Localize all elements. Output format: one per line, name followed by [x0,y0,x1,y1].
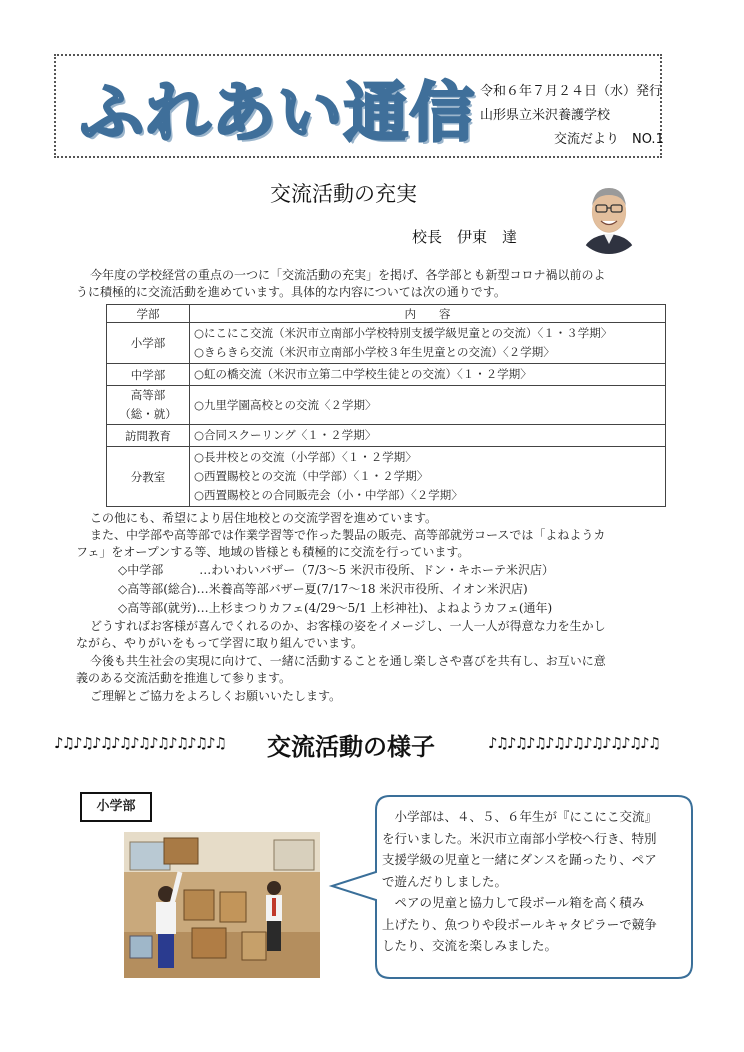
body-p3-line-1: どうすればお客様が喜んでくれるのか、お客様の姿をイメージし、一人一人が得意な力を生かし [90,619,606,633]
content-cell [190,447,666,507]
issue-date: 令和６年７月２４日（水）発行 [480,84,663,99]
table-header-row [107,305,666,323]
body-p2-line-1: また、中学部や高等部では作業学習等で作った製品の販売、高等部就労コースでは「よねようカ [90,528,606,542]
body-p5: ご理解とご協力をよろしくお願いいたします。 [90,689,342,703]
intro-line-1: 今年度の学校経営の重点の一つに「交流活動の充実」を掲げ、各学部とも新型コロナ禍以前のよ [90,268,606,282]
body-p4-line-2: 義のある交流活動を推進して参ります。 [76,671,292,685]
dept-cell: 中学部 [107,364,190,386]
table-header-dept: 学部 [107,305,190,323]
article-title: 交流活動の充実 [270,182,417,206]
school-name: 山形県立米沢養護学校 [480,108,611,123]
content-cell [190,364,666,386]
article-author: 校長 伊東 達 [412,228,518,246]
body-p3-line-2: ながら、やりがいをもって学習に取り組んでいます。 [76,636,364,650]
activity-item: ○にこにこ交流（米沢市立南部小学校特別支援学級児童との交流）〈１・３学期〉 [194,326,613,340]
elementary-label: 小学部 [80,792,152,822]
dept-cell: 分教室 [107,447,190,507]
body-p1: この他にも、希望により居住地校との交流学習を進めています。 [90,511,438,525]
activity-photo [124,832,320,978]
exchange-activities-table [106,304,666,507]
principal-photo [574,178,644,254]
bubble-text [382,806,657,957]
bubble-line: で遊んだりしました。 [382,873,508,889]
content-cell [190,323,666,364]
bubble-line: 小学部は、４、５、６年生が『にこにこ交流』 [382,809,658,824]
bubble-line: したり、交流を楽しみました。 [382,938,558,953]
bubble-line: 上げたり、魚つりや段ボールキャタピラーで競争 [382,916,657,932]
content-cell [190,386,666,425]
music-notes-right: ♪♫♪♫♪♫♪♫♪♫♪♫♪♫♪♫♪♫ [488,734,660,752]
classroom-scene [124,832,320,978]
dept-cell: 訪問教育 [107,425,190,447]
activity-item: ○西置賜校との交流（中学部）〈１・２学期〉 [194,469,429,483]
table-row [107,386,666,425]
dept-line: （総・就） [119,407,177,421]
table-row [107,425,666,447]
bubble-line: 支援学級の児童と一緒にダンスを踊ったり、ペア [382,852,657,867]
content-cell [190,425,666,447]
body-p2-line-2: フェ」をオープンする等、地域の皆様とも積極的に交流を行っています。 [76,545,470,559]
activities-banner-title: 交流活動の様子 [267,733,435,761]
activity-item: ○虹の橋交流（米沢市立第二中学校生徒との交流）〈１・２学期〉 [194,367,532,381]
dept-line: 高等部 [130,388,166,402]
dept-cell: 小学部 [107,323,190,364]
activity-item: ○きらきら交流（米沢市立南部小学校３年生児童との交流）〈２学期〉 [194,345,555,359]
event-line: ◇高等部(総合)…米養高等部バザー夏(7/17～18 米沢市役所、イオン米沢店) [118,582,528,596]
issue-number: 交流だより NO.1 [554,132,664,147]
event-line: ◇中学部 …わいわいバザー（7/3～5 米沢市役所、ドン・キホーテ米沢店） [118,563,554,577]
body-p4-line-1: 今後も共生社会の実現に向けて、一緒に活動することを通し楽しさや喜びを共有し、お互いに意 [90,654,606,668]
activity-item: ○九里学園高校との交流〈２学期〉 [194,397,377,412]
table-row [107,323,666,364]
principal-portrait [574,178,644,254]
event-line: ◇高等部(就労)…上杉まつりカフェ(4/29～5/1 上杉神社)、よねようカフェ(通年) [118,601,553,615]
table-row [107,364,666,386]
activity-item: ○長井校との交流（小学部）〈１・２学期〉 [194,450,417,464]
activity-item: ○合同スクーリング〈１・２学期〉 [194,428,377,442]
table-row [107,447,666,507]
newsletter-title: ふれあい通信 [80,77,476,151]
dept-cell [107,386,190,425]
bubble-line: ペアの児童と協力して段ボール箱を高く積み [382,895,645,910]
intro-line-2: うに積極的に交流活動を進めています。具体的な内容については次の通りです。 [76,285,506,299]
table-header-content: 内 容 [190,305,666,323]
activity-item: ○西置賜校との合同販売会（小・中学部）〈２学期〉 [194,488,463,502]
bubble-line: を行いました。米沢市立南部小学校へ行き、特別 [382,830,657,846]
music-notes-left: ♪♫♪♫♪♫♪♫♪♫♪♫♪♫♪♫♪♫ [54,734,226,752]
